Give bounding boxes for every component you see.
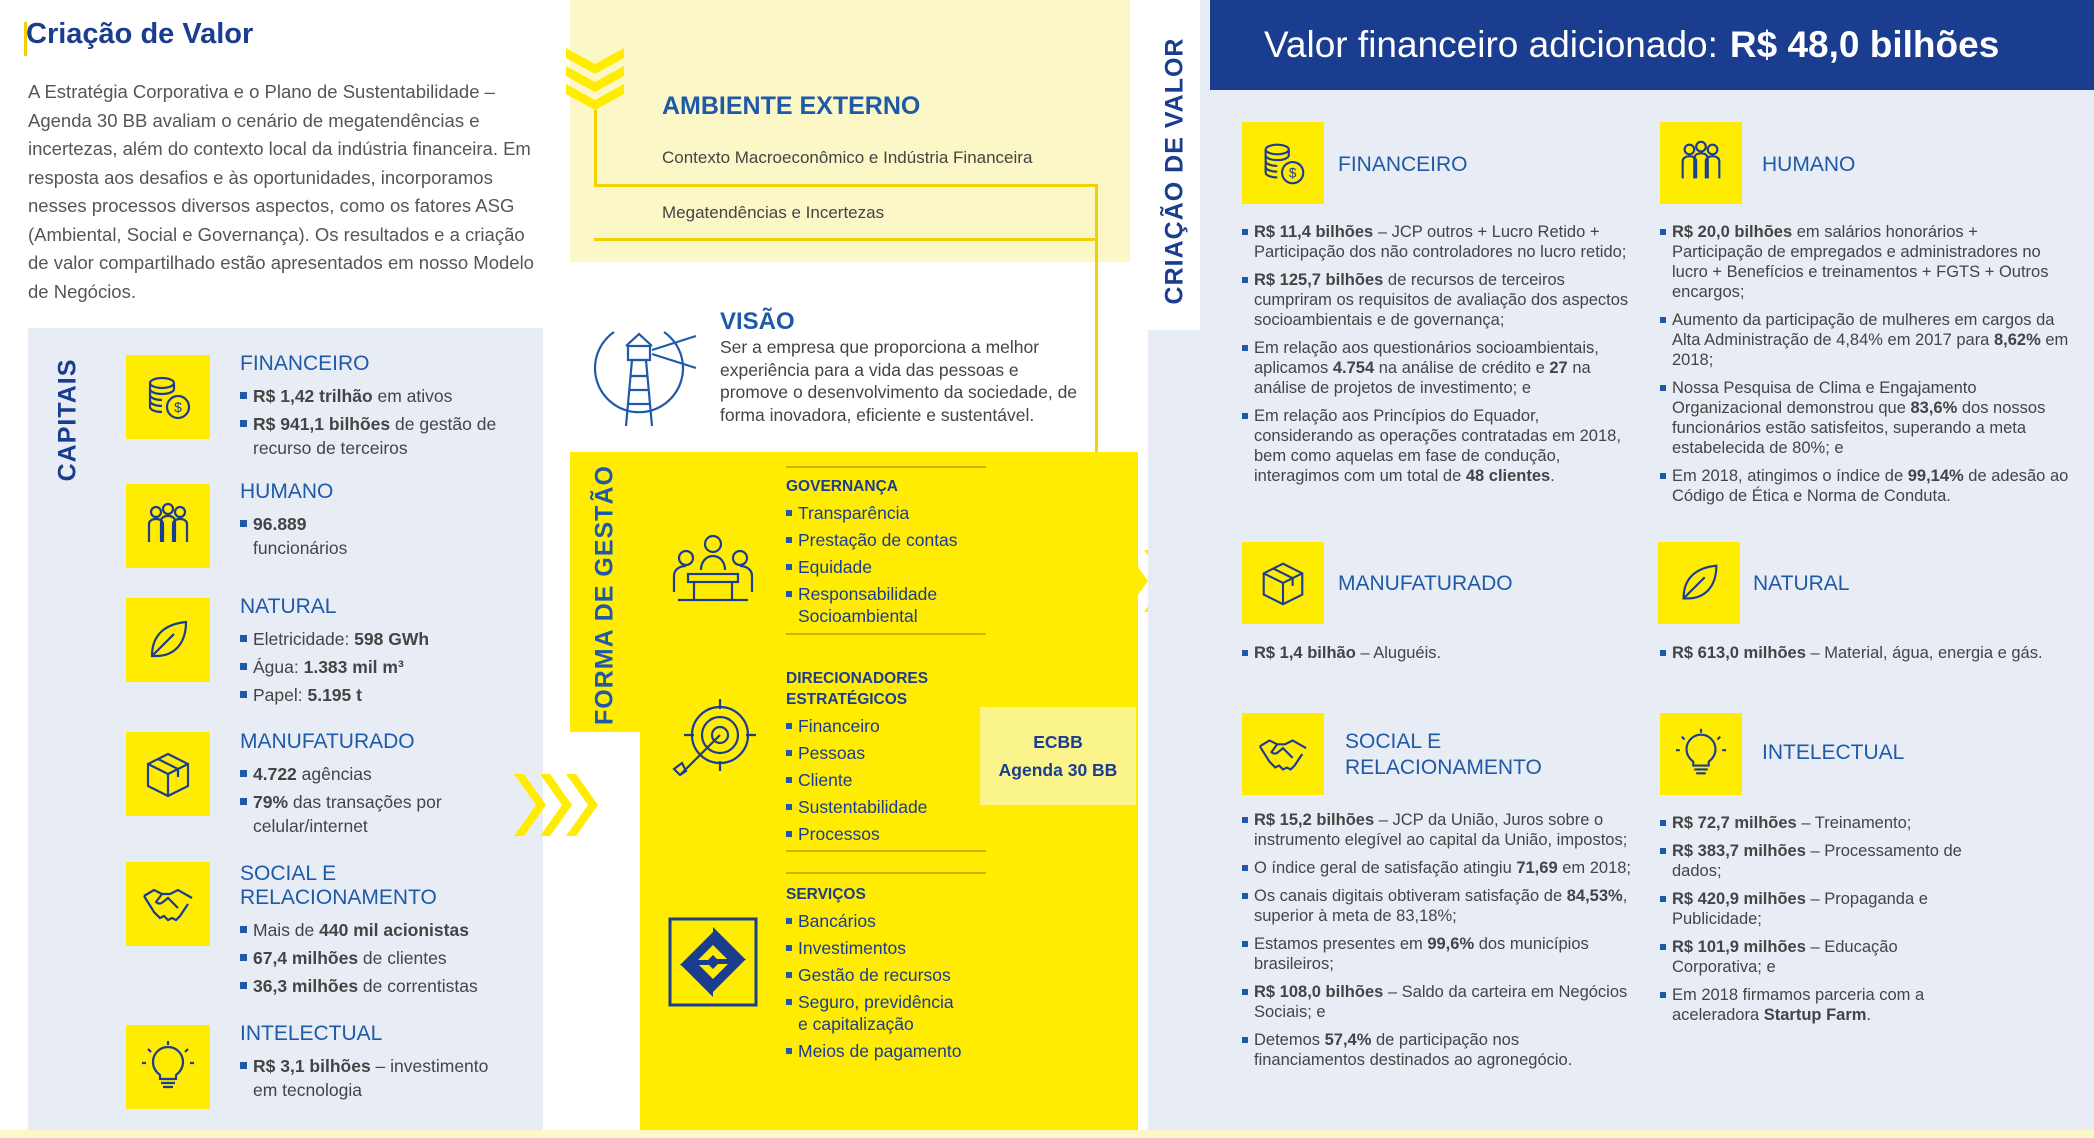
governanca-section	[786, 476, 986, 627]
governanca-item: Responsabilidade Socioambiental	[786, 583, 966, 627]
direcionadores-section	[786, 668, 986, 845]
divider	[786, 850, 986, 852]
valor-banner	[1210, 0, 2094, 90]
connector-line	[1095, 184, 1098, 452]
valor-bullets-natural	[1660, 643, 2070, 671]
valor-bullets-financeiro	[1242, 222, 1634, 494]
bottom-strip	[0, 1130, 2094, 1138]
chevrons-right-icon	[510, 770, 610, 840]
bb-logo-icon	[668, 917, 758, 1007]
capital-title-manufaturado: MANUFATURADO	[240, 730, 415, 753]
valor-bullets-humano	[1660, 222, 2070, 514]
ambiente-title: AMBIENTE EXTERNO	[662, 92, 921, 120]
lighthouse-icon	[574, 310, 704, 430]
handshake-icon	[126, 862, 210, 946]
lightbulb-icon	[126, 1025, 210, 1109]
capital-title-humano: HUMANO	[240, 480, 334, 503]
intro-paragraph: A Estratégia Corporativa e o Plano de Sustentabilidade – Agenda 30 BB avaliam o cenário de megatendências e incertezas, além do contexto local da indústria financeira. Em resposta aos desafios e às oportunidades, incorporamos nesses processos diversos aspectos, como os fatores ASG (Ambiental, Social e Governança). Os resultados e a criação de valor compartilhado estão apresentados em nosso Modelo de Negócios.	[28, 81, 534, 302]
direcionadores-item: Financeiro	[786, 715, 986, 737]
connector-line	[594, 184, 1097, 187]
box-icon	[126, 732, 210, 816]
value-bullet: Em relação aos Princípios do Equador, considerando as operações contratadas em 2018, bem como aquelas em fase de condução, interagimos com um total de 48 clientes.	[1242, 406, 1634, 486]
servicos-item: Meios de pagamento	[786, 1040, 986, 1062]
valor-bullets-social	[1242, 810, 1634, 1078]
servicos-item: Bancários	[786, 910, 986, 932]
value-bullet: Em relação aos questionários socioambientais, aplicamos 4.754 na análise de crédito e 27 na análise de projetos de investimento; e	[1242, 338, 1634, 398]
servicos-item: Investimentos	[786, 937, 986, 959]
capital-bullets-social: Mais de 440 mil acionistas 67,4 milhões de clientes 36,3 milhões de correntistas	[240, 918, 540, 1002]
ambiente-item: Contexto Macroeconômico e Indústria Financeira	[662, 148, 1033, 167]
people-icon	[126, 484, 210, 568]
svg-text:$: $	[1288, 165, 1297, 181]
servicos-section	[786, 884, 986, 1062]
valor-title-financeiro: FINANCEIRO	[1338, 153, 1468, 176]
value-bullet: Aumento da participação de mulheres em cargos da Alta Administração de 4,84% em 2017 para 8,62% em 2018;	[1660, 310, 2070, 370]
banner-value: R$ 48,0 bilhões	[1729, 24, 2000, 65]
servicos-item: Gestão de recursos	[786, 964, 986, 986]
criacao-valor-label: CRIAÇÃO DE VALOR	[1160, 37, 1189, 305]
value-bullet: Nossa Pesquisa de Clima e Engajamento Organizacional demonstrou que 83,6% dos nossos funcionários estão satisfeitos, superando a meta estabelecida de 80%; e	[1660, 378, 2070, 458]
divider	[786, 633, 986, 635]
capital-title-intelectual: INTELECTUAL	[240, 1022, 383, 1045]
value-bullet: Estamos presentes em 99,6% dos municípios brasileiros;	[1242, 934, 1634, 974]
valor-title-humano: HUMANO	[1762, 153, 1856, 176]
value-bullet: R$ 420,9 milhões – Propaganda e Publicidade;	[1660, 889, 1990, 929]
connector-line	[594, 238, 1097, 241]
value-bullet: R$ 108,0 bilhões – Saldo da carteira em Negócios Sociais; e	[1242, 982, 1634, 1022]
ecbb-box	[980, 707, 1136, 805]
capital-bullets-financeiro: R$ 1,42 trilhão em ativos R$ 941,1 bilhões de gestão de recurso de terceiros	[240, 384, 500, 464]
capital-title-financeiro: FINANCEIRO	[240, 352, 370, 375]
governanca-item: Transparência	[786, 502, 986, 524]
capital-bullets-natural: Eletricidade: 598 GWh Água: 1.383 mil m³ Papel: 5.195 t	[240, 627, 500, 711]
value-bullet: R$ 613,0 milhões – Material, água, energia e gás.	[1660, 643, 2070, 663]
servicos-item: Seguro, previdência e capitalização	[786, 991, 966, 1035]
value-bullet: R$ 1,4 bilhão – Aluguéis.	[1242, 643, 1634, 663]
capital-bullets-humano: 96.889 funcionários	[240, 512, 500, 564]
lightbulb-icon	[1660, 713, 1742, 795]
svg-text:$: $	[174, 399, 182, 415]
chevrons-down-icon	[560, 44, 630, 114]
meeting-icon	[664, 520, 762, 618]
ecbb-line: Agenda 30 BB	[998, 760, 1118, 780]
direcionadores-item: Pessoas	[786, 742, 986, 764]
coins-icon	[1242, 122, 1324, 204]
valor-bullets-intelectual	[1660, 813, 1990, 1033]
page-title: Criação de Valor	[26, 18, 254, 50]
value-bullet: R$ 101,9 milhões – Educação Corporativa; e	[1660, 937, 1990, 977]
value-bullet: O índice geral de satisfação atingiu 71,69 em 2018;	[1242, 858, 1634, 878]
leaf-icon	[1658, 542, 1740, 624]
value-bullet: R$ 11,4 bilhões – JCP outros + Lucro Retido + Participação dos não controladores no lucro retido;	[1242, 222, 1634, 262]
divider	[786, 466, 986, 468]
capital-title-natural: NATURAL	[240, 595, 337, 618]
valor-title-intelectual: INTELECTUAL	[1762, 741, 1905, 764]
capital-bullets-intelectual: R$ 3,1 bilhões – investimento em tecnologia	[240, 1054, 500, 1106]
capitais-label: CAPITAIS	[53, 358, 82, 482]
value-bullet: Os canais digitais obtiveram satisfação de 84,53%, superior à meta de 83,18%;	[1242, 886, 1634, 926]
leaf-icon	[126, 598, 210, 682]
people-icon	[1660, 122, 1742, 204]
value-bullet: Detemos 57,4% de participação nos financiamentos destinados ao agronegócio.	[1242, 1030, 1634, 1070]
ambiente-item: Megatendências e Incertezas	[662, 203, 885, 222]
direcionadores-item: Processos	[786, 823, 986, 845]
direcionadores-item: Sustentabilidade	[786, 796, 986, 818]
direcionadores-heading: DIRECIONADORES ESTRATÉGICOS	[786, 670, 929, 708]
visao-title: VISÃO	[720, 308, 795, 335]
valor-title-manufaturado: MANUFATURADO	[1338, 572, 1513, 595]
connector-line	[594, 110, 597, 186]
visao-text: Ser a empresa que proporciona a melhor experiência para a vida das pessoas e promove o desenvolvimento da sociedade, de forma inovadora, eficiente e sustentável.	[720, 337, 1078, 425]
value-bullet: R$ 15,2 bilhões – JCP da União, Juros sobre o instrumento elegível ao capital da União, impostos;	[1242, 810, 1634, 850]
governanca-item: Prestação de contas	[786, 529, 986, 551]
governanca-heading: GOVERNANÇA	[786, 478, 898, 495]
forma-gestao-label: FORMA DE GESTÃO	[590, 465, 619, 725]
target-icon	[664, 693, 762, 791]
valor-title-social: SOCIAL E RELACIONAMENTO	[1345, 730, 1542, 779]
valor-title-natural: NATURAL	[1753, 572, 1850, 595]
ecbb-line: ECBB	[1033, 732, 1083, 752]
value-bullet: Em 2018 firmamos parceria com a aceleradora Startup Farm.	[1660, 985, 1990, 1025]
banner-text: Valor financeiro adicionado:	[1264, 24, 1718, 65]
valor-bullets-manufaturado	[1242, 643, 1634, 671]
coins-icon	[126, 355, 210, 439]
governanca-item: Equidade	[786, 556, 986, 578]
value-bullet: Em 2018, atingimos o índice de 99,14% de adesão ao Código de Ética e Norma de Conduta.	[1660, 466, 2070, 506]
capital-bullets-manufaturado: 4.722 agências 79% das transações por celular/internet	[240, 762, 500, 842]
value-bullet: R$ 125,7 bilhões de recursos de terceiros cumpriram os requisitos de avaliação dos aspectos socioambientais e de governança;	[1242, 270, 1634, 330]
handshake-icon	[1242, 713, 1324, 795]
box-icon	[1242, 542, 1324, 624]
value-bullet: R$ 72,7 milhões – Treinamento;	[1660, 813, 1990, 833]
servicos-heading: SERVIÇOS	[786, 886, 866, 903]
value-bullet: R$ 20,0 bilhões em salários honorários + Participação de empregados e administradores no lucro + Benefícios e treinamentos + FGTS + Outros encargos;	[1660, 222, 2070, 302]
direcionadores-item: Cliente	[786, 769, 986, 791]
value-bullet: R$ 383,7 milhões – Processamento de dados;	[1660, 841, 1990, 881]
capital-title-social: SOCIAL E RELACIONAMENTO	[240, 862, 437, 909]
divider	[786, 872, 986, 874]
